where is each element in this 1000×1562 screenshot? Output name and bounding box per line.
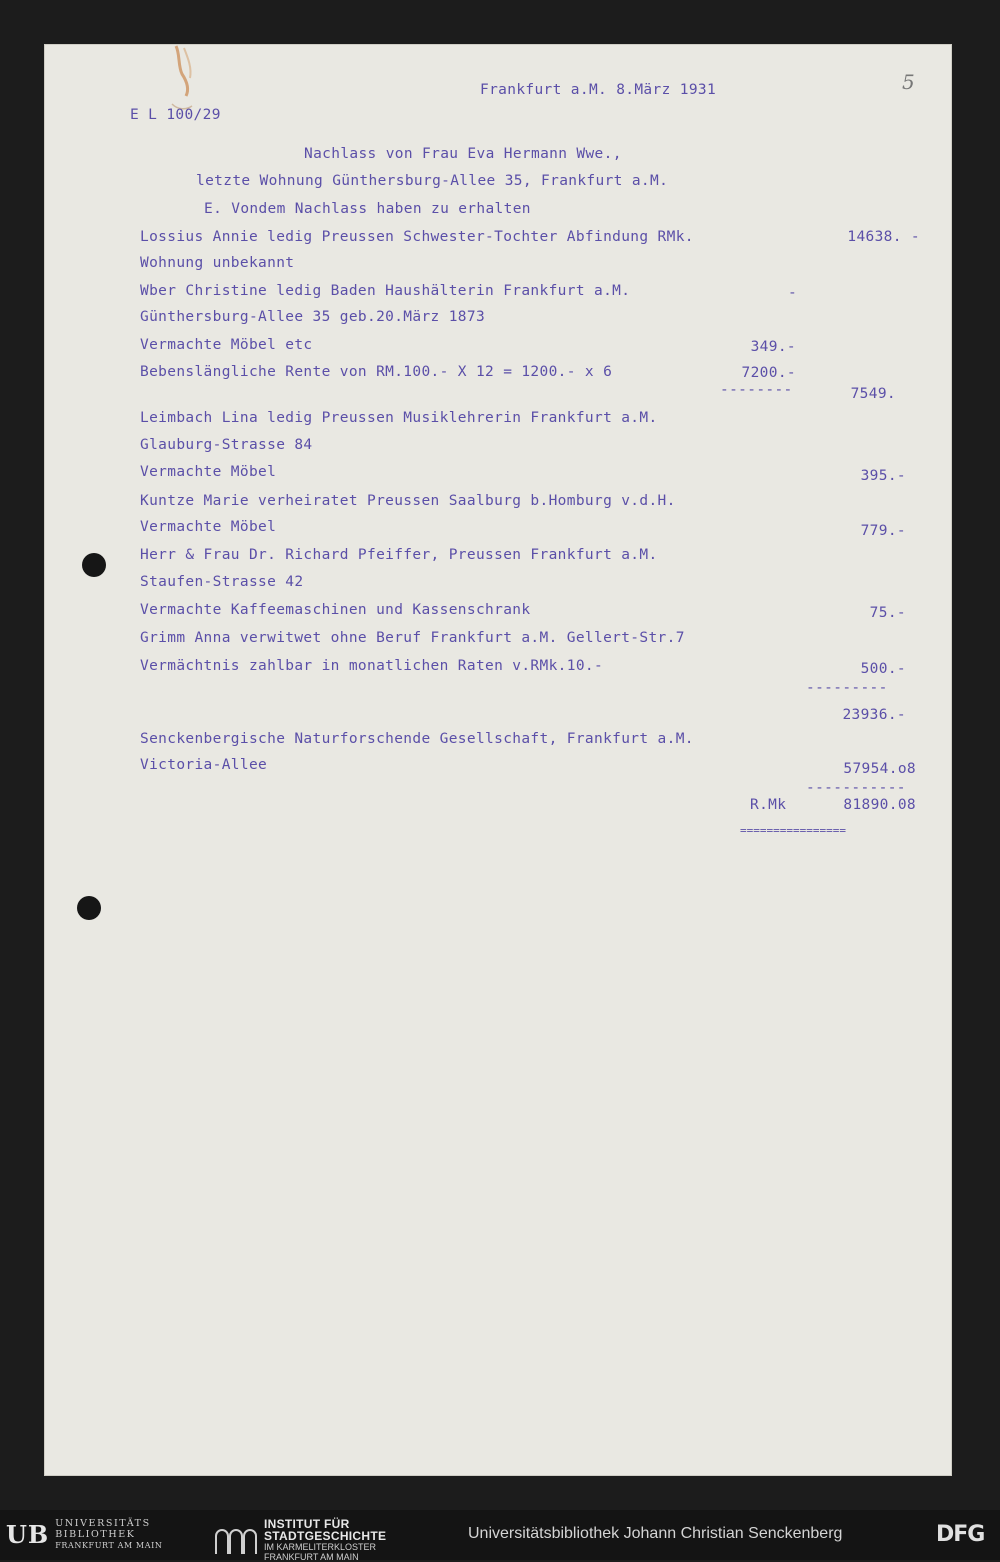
arches-icon <box>214 1524 258 1556</box>
amount-pfeiffer: 75.- <box>869 605 906 621</box>
isg-logo <box>214 1518 386 1562</box>
library-name: Universitätsbibliothek Johann Christian Senckenberg <box>468 1525 843 1542</box>
title-line-2: letzte Wohnung Günthersburg-Allee 35, Frankfurt a.M. <box>196 173 669 189</box>
entry-lossius: Lossius Annie ledig Preussen Schwester-Tochter Abfindung RMk. <box>140 229 694 245</box>
dfg-logo: DFG <box>936 1522 985 1547</box>
entry-pfeiffer-items: Vermachte Kaffeemaschinen und Kassenschrank <box>140 602 531 618</box>
rule-total: ----------- <box>806 780 906 796</box>
page-number: 5 <box>902 70 915 94</box>
title-line-3: E. Vondem Nachlass haben zu erhalten <box>204 201 531 217</box>
place-date: Frankfurt a.M. 8.März 1931 <box>480 82 717 98</box>
entry-pfeiffer-address: Staufen-Strasse 42 <box>140 574 304 590</box>
entry-weber: Wber Christine ledig Baden Haushälterin Frankfurt a.M. <box>140 283 631 299</box>
isg-line-2: STADTGESCHICHTE <box>264 1529 387 1543</box>
total-label: R.Mk <box>750 797 787 813</box>
ub-mark: UB <box>6 1520 50 1549</box>
double-rule-total: ================ <box>740 824 846 837</box>
amount-grimm: 500.- <box>860 661 906 677</box>
rule-weber: -------- <box>720 382 793 398</box>
entry-pfeiffer: Herr & Frau Dr. Richard Pfeiffer, Preussen Frankfurt a.M. <box>140 547 658 563</box>
entry-senckenberg-address: Victoria-Allee <box>140 757 268 773</box>
amount-weber-furniture: 349.- <box>750 339 796 355</box>
total-weber: 7549. <box>850 386 896 402</box>
entry-leimbach: Leimbach Lina ledig Preussen Musiklehrerin Frankfurt a.M. <box>140 410 658 426</box>
entry-grimm: Grimm Anna verwitwet ohne Beruf Frankfurt a.M. Gellert-Str.7 <box>140 630 685 646</box>
entry-weber-furniture: Vermachte Möbel etc <box>140 337 313 353</box>
reference-number: E L 100/29 <box>130 107 221 123</box>
entry-lossius-address: Wohnung unbekannt <box>140 255 295 271</box>
punch-hole-bottom <box>77 896 101 920</box>
ub-line-3: FRANKFURT AM MAIN <box>55 1541 163 1550</box>
subtotal: 23936.- <box>842 707 906 723</box>
title-line-1: Nachlass von Frau Eva Hermann Wwe., <box>304 146 622 162</box>
amount-leimbach: 395.- <box>860 468 906 484</box>
entry-leimbach-address: Glauburg-Strasse 84 <box>140 437 313 453</box>
entry-kuntze-furniture: Vermachte Möbel <box>140 519 277 535</box>
entry-senckenberg: Senckenbergische Naturforschende Gesellschaft, Frankfurt a.M. <box>140 731 694 747</box>
ub-line-2: BIBLIOTHEK <box>55 1529 136 1540</box>
amount-kuntze: 779.- <box>860 523 906 539</box>
amount-lossius: 14638. - <box>847 229 920 245</box>
entry-leimbach-furniture: Vermachte Möbel <box>140 464 277 480</box>
ub-logo <box>6 1518 162 1551</box>
punch-hole-top <box>82 553 106 577</box>
ub-line-1: UNIVERSITÄTS <box>55 1518 151 1529</box>
grand-total: 81890.08 <box>843 797 916 813</box>
entry-kuntze: Kuntze Marie verheiratet Preussen Saalburg b.Homburg v.d.H. <box>140 493 676 509</box>
isg-line-1: INSTITUT FÜR <box>264 1517 350 1531</box>
entry-weber-pension: Bebenslängliche Rente von RM.100.- X 12 = 1200.- x 6 <box>140 364 613 380</box>
entry-weber-address: Günthersburg-Allee 35 geb.20.März 1873 <box>140 309 486 325</box>
dash-weber: - <box>788 285 798 301</box>
amount-weber-pension: 7200.- <box>741 365 796 381</box>
rule-subtotal: --------- <box>806 680 888 696</box>
isg-line-3: IM KARMELITERKLOSTER <box>264 1542 377 1552</box>
isg-line-4: FRANKFURT AM MAIN <box>264 1552 359 1562</box>
entry-grimm-bequest: Vermächtnis zahlbar in monatlichen Raten v.RMk.10.- <box>140 658 604 674</box>
footer-bar <box>0 1510 1000 1560</box>
amount-senckenberg: 57954.o8 <box>843 761 916 777</box>
rust-stain <box>170 44 210 114</box>
